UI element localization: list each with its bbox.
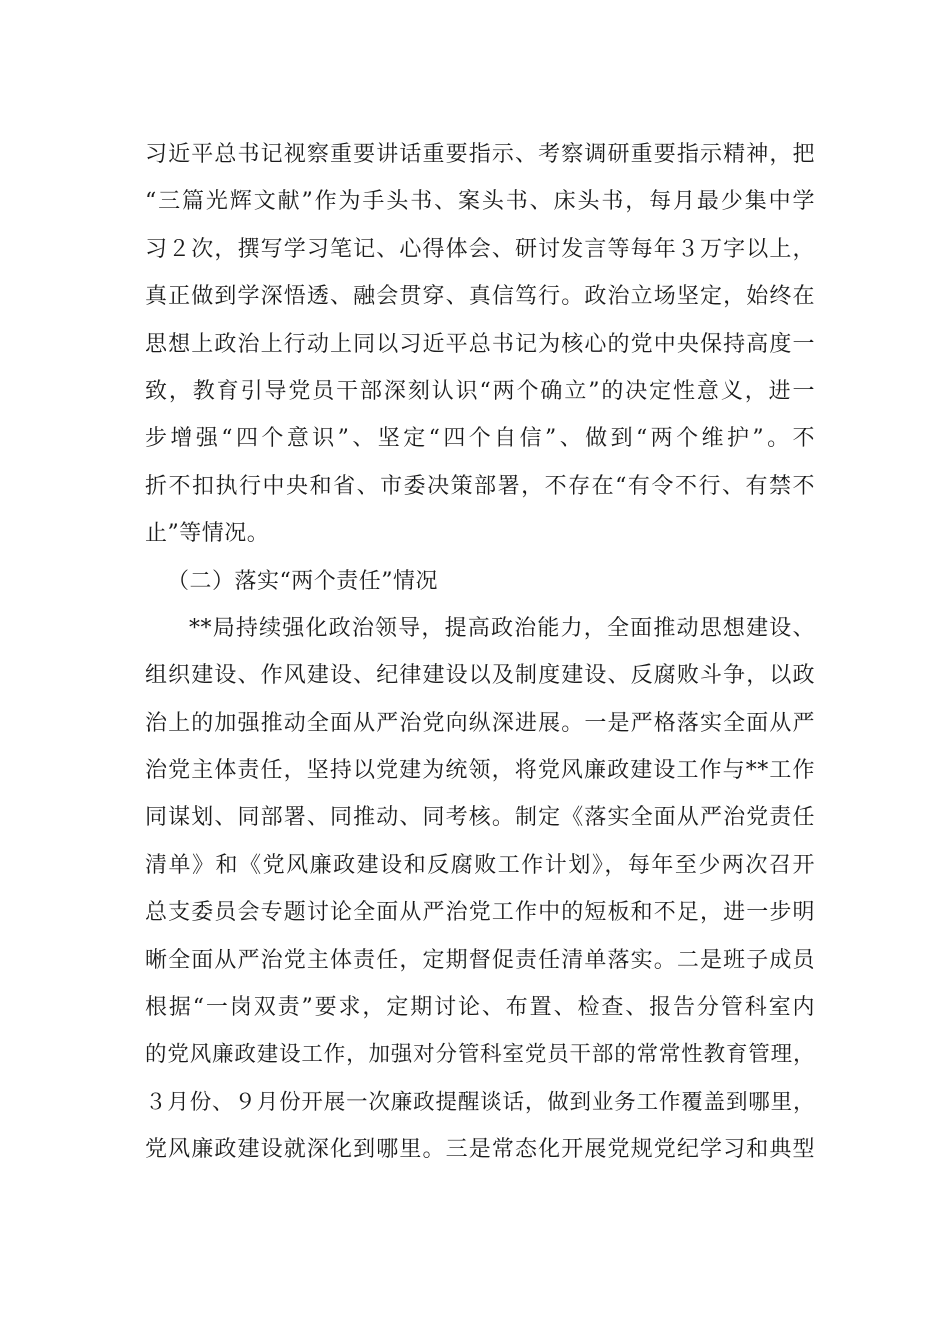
text-line: 治上的加强推动全面从严治党向纵深进展。一是严格落实全面从严 — [145, 710, 815, 736]
text-line: 折不扣执行中央和省、市委决策部署，不存在“有令不行、有禁不 — [145, 473, 815, 499]
text-line: “三篇光辉文献”作为手头书、案头书、床头书，每月最少集中学 — [145, 189, 815, 215]
text-line: 习近平总书记视察重要讲话重要指示、考察调研重要指示精神，把 — [145, 142, 815, 167]
text-line: 根据“一岗双责”要求，定期讨论、布置、检查、报告分管科室内 — [145, 995, 815, 1021]
section-heading: （二）落实“两个责任”情况 — [167, 568, 438, 594]
text-line: 治党主体责任，坚持以党建为统领，将党风廉政建设工作与**工作 — [145, 758, 815, 784]
text-line: 同谋划、同部署、同推动、同考核。制定《落实全面从严治党责任 — [145, 805, 815, 831]
text-line: 总支委员会专题讨论全面从严治党工作中的短板和不足，进一步明 — [145, 900, 815, 926]
text-line: 致，教育引导党员干部深刻认识“两个确立”的决定性意义，进一 — [145, 378, 815, 404]
text-line: 步增强“四个意识”、坚定“四个自信”、做到“两个维护”。不 — [145, 426, 815, 452]
text-line: 的党风廉政建设工作，加强对分管科室党员干部的常常性教育管理， — [145, 1042, 815, 1068]
text-line: 组织建设、作风建设、纪律建设以及制度建设、反腐败斗争，以政 — [145, 663, 815, 689]
text-line: 清单》和《党风廉政建设和反腐败工作计划》，每年至少两次召开 — [145, 852, 815, 878]
text-line: 止”等情况。 — [145, 521, 270, 547]
text-line: 党风廉政建设就深化到哪里。三是常态化开展党规党纪学习和典型 — [145, 1137, 815, 1163]
text-line: **局持续强化政治领导，提高政治能力，全面推动思想建设、 — [189, 615, 815, 641]
text-line: 思想上政治上行动上同以习近平总书记为核心的党中央保持高度一 — [145, 331, 815, 357]
document-body — [145, 131, 815, 1174]
text-line: 真正做到学深悟透、融会贯穿、真信笃行。政治立场坚定，始终在 — [145, 284, 815, 310]
text-line: 晰全面从严治党主体责任，定期督促责任清单落实。二是班子成员 — [145, 947, 815, 973]
text-line: ３月份、９月份开展一次廉政提醒谈话，做到业务工作覆盖到哪里， — [145, 1089, 815, 1115]
text-line: 习２次，撰写学习笔记、心得体会、研讨发言等每年３万字以上， — [145, 236, 815, 262]
